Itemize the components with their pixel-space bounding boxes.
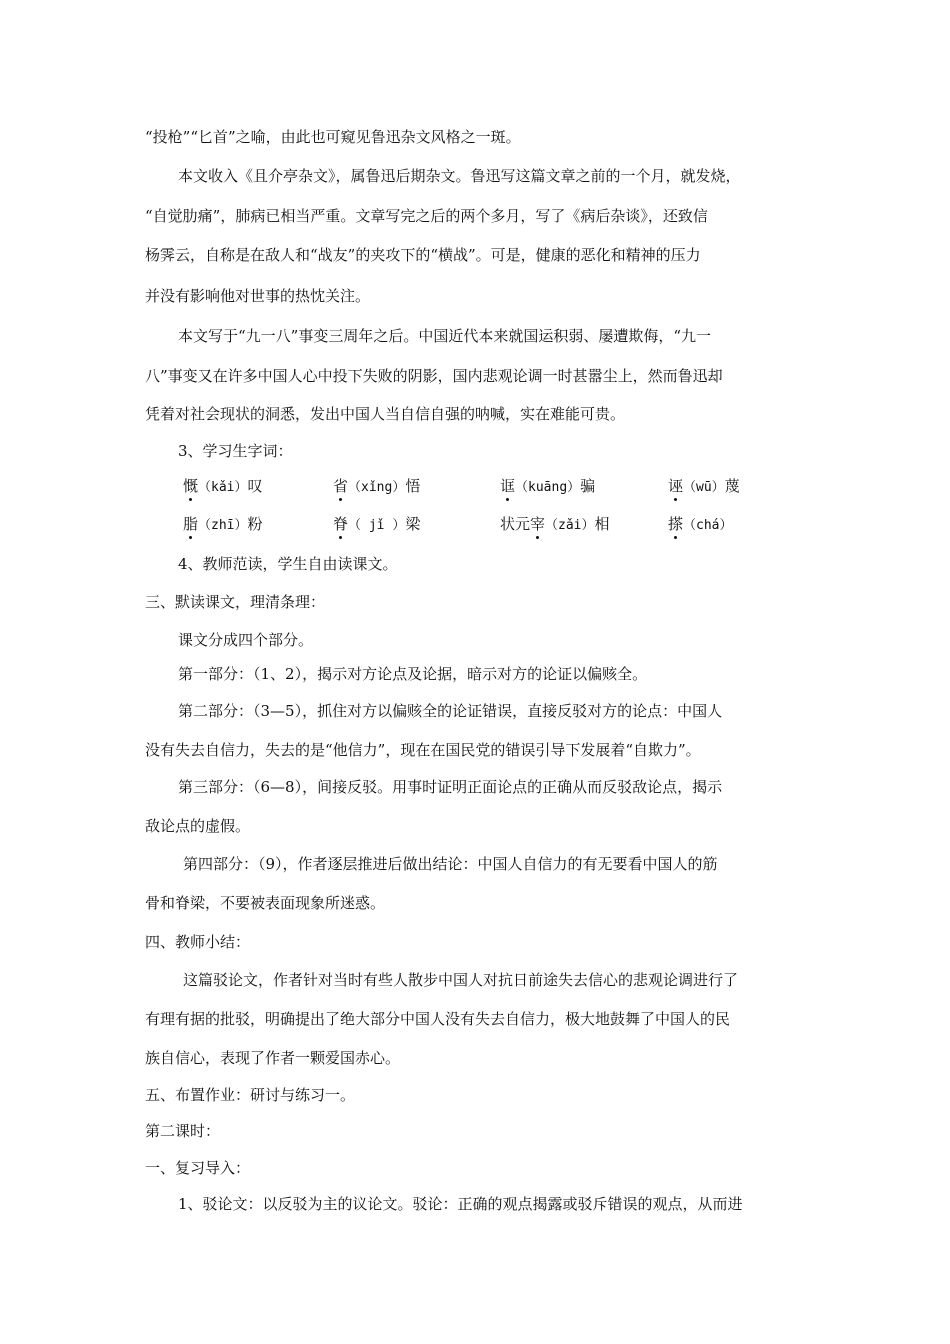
vocab-item bbox=[500, 514, 610, 536]
vocab-rest: 蔑 bbox=[724, 477, 740, 495]
vocab-char: 诓 bbox=[500, 477, 516, 495]
paragraph-line: 族自信心，表现了作者一颗爱国赤心。 bbox=[145, 1049, 401, 1067]
section-heading: 三、默读课文，理清条理： bbox=[145, 593, 326, 611]
paragraph-line: 第四部分：（9），作者逐层推进后做出结论：中国人自信力的有无要看中国人的筋 bbox=[183, 855, 718, 873]
section-heading: 第二课时： bbox=[145, 1122, 221, 1140]
paragraph-line: 第三部分：（6—8），间接反驳。用事时证明正面论点的正确从而反驳敌论点，揭示 bbox=[178, 778, 723, 796]
vocab-pinyin: （ jǐ ） bbox=[348, 518, 406, 533]
vocab-char: 脂 bbox=[183, 515, 199, 533]
paragraph-line: “投枪”“匕首”之喻，由此也可窥见鲁迅杂文风格之一斑。 bbox=[145, 128, 521, 146]
vocab-char: 搽 bbox=[668, 515, 684, 533]
vocab-item bbox=[333, 514, 420, 536]
paragraph-line: 八”事变又在许多中国人心中投下失败的阴影，国内悲观论调一时甚嚣尘上，然而鲁迅却 bbox=[145, 367, 723, 385]
section-heading: 四、教师小结： bbox=[145, 933, 251, 951]
vocab-item bbox=[183, 514, 263, 536]
vocab-pinyin: （zǎi） bbox=[545, 518, 595, 533]
paragraph-line: 骨和脊梁，不要被表面现象所迷惑。 bbox=[145, 894, 386, 912]
paragraph-line: 杨霁云，自称是在敌人和“战友”的夹攻下的“横战”。可是，健康的恶化和精神的压力 bbox=[145, 246, 701, 264]
vocab-item bbox=[668, 476, 740, 498]
vocab-pinyin: （kǎi） bbox=[198, 480, 248, 495]
vocab-item bbox=[333, 476, 420, 498]
paragraph-line: 没有失去自信力，失去的是“他信力”，现在在国民党的错误引导下发展着“自欺力”。 bbox=[145, 741, 701, 759]
section-heading: 一、复习导入： bbox=[145, 1159, 251, 1177]
vocab-pinyin: （xǐng） bbox=[348, 480, 406, 495]
paragraph-line: “自觉肋痛”，肺病已相当严重。文章写完之后的两个多月，写了《病后杂谈》，还致信 bbox=[145, 207, 708, 225]
section-heading: 五、布置作业：研讨与练习一。 bbox=[145, 1086, 356, 1104]
paragraph-line: 敌论点的虚假。 bbox=[145, 817, 251, 835]
vocab-pinyin: （zhī） bbox=[198, 518, 248, 533]
vocab-char: 宰 bbox=[530, 515, 546, 533]
vocab-char: 省 bbox=[333, 477, 349, 495]
vocab-rest: 梁 bbox=[405, 515, 421, 533]
paragraph-line: 有理有据的批驳，明确提出了绝大部分中国人没有失去自信力，极大地鼓舞了中国人的民 bbox=[145, 1010, 731, 1028]
vocab-rest: 叹 bbox=[247, 477, 263, 495]
vocab-char: 慨 bbox=[183, 477, 199, 495]
vocab-char: 脊 bbox=[333, 515, 349, 533]
paragraph-line: 课文分成四个部分。 bbox=[178, 631, 314, 649]
vocab-rest: 骗 bbox=[580, 477, 596, 495]
vocab-pinyin: （chá） bbox=[683, 518, 733, 533]
paragraph-line: 第一部分：（1、2），揭示对方论点及论据，暗示对方的论证以偏赅全。 bbox=[178, 665, 648, 683]
vocab-item bbox=[668, 514, 733, 536]
paragraph-line: 这篇驳论文，作者针对当时有些人散步中国人对抗日前途失去信心的悲观论调进行了 bbox=[183, 971, 739, 989]
paragraph-line: 4、教师范读，学生自由读课文。 bbox=[178, 555, 398, 573]
vocab-pinyin: （wū） bbox=[683, 480, 725, 495]
paragraph-line: 第二部分：（3—5），抓住对方以偏赅全的论证错误，直接反驳对方的论点：中国人 bbox=[178, 702, 723, 720]
paragraph-line: 1、驳论文：以反驳为主的议论文。驳论：正确的观点揭露或驳斥错误的观点，从而进 bbox=[178, 1195, 743, 1213]
vocab-char: 诬 bbox=[668, 477, 684, 495]
paragraph-line: 并没有影响他对世事的热忱关注。 bbox=[145, 287, 371, 305]
vocab-rest: 相 bbox=[594, 515, 610, 533]
vocab-pinyin: （kuāng） bbox=[515, 480, 581, 495]
vocab-rest: 悟 bbox=[405, 477, 421, 495]
vocab-item bbox=[183, 476, 263, 498]
paragraph-line: 凭着对社会现状的洞悉，发出中国人当自信自强的呐喊，实在难能可贵。 bbox=[145, 405, 626, 423]
vocab-rest: 粉 bbox=[247, 515, 263, 533]
paragraph-line: 本文写于“九一八”事变三周年之后。中国近代本来就国运积弱、屡遭欺侮，“九一 bbox=[178, 327, 712, 345]
vocab-item bbox=[500, 476, 595, 498]
paragraph-line: 本文收入《且介亭杂文》，属鲁迅后期杂文。鲁迅写这篇文章之前的一个月，就发烧， bbox=[178, 167, 741, 185]
section-heading: 3、学习生字词： bbox=[178, 442, 293, 460]
vocab-prefix: 状元 bbox=[500, 515, 531, 533]
